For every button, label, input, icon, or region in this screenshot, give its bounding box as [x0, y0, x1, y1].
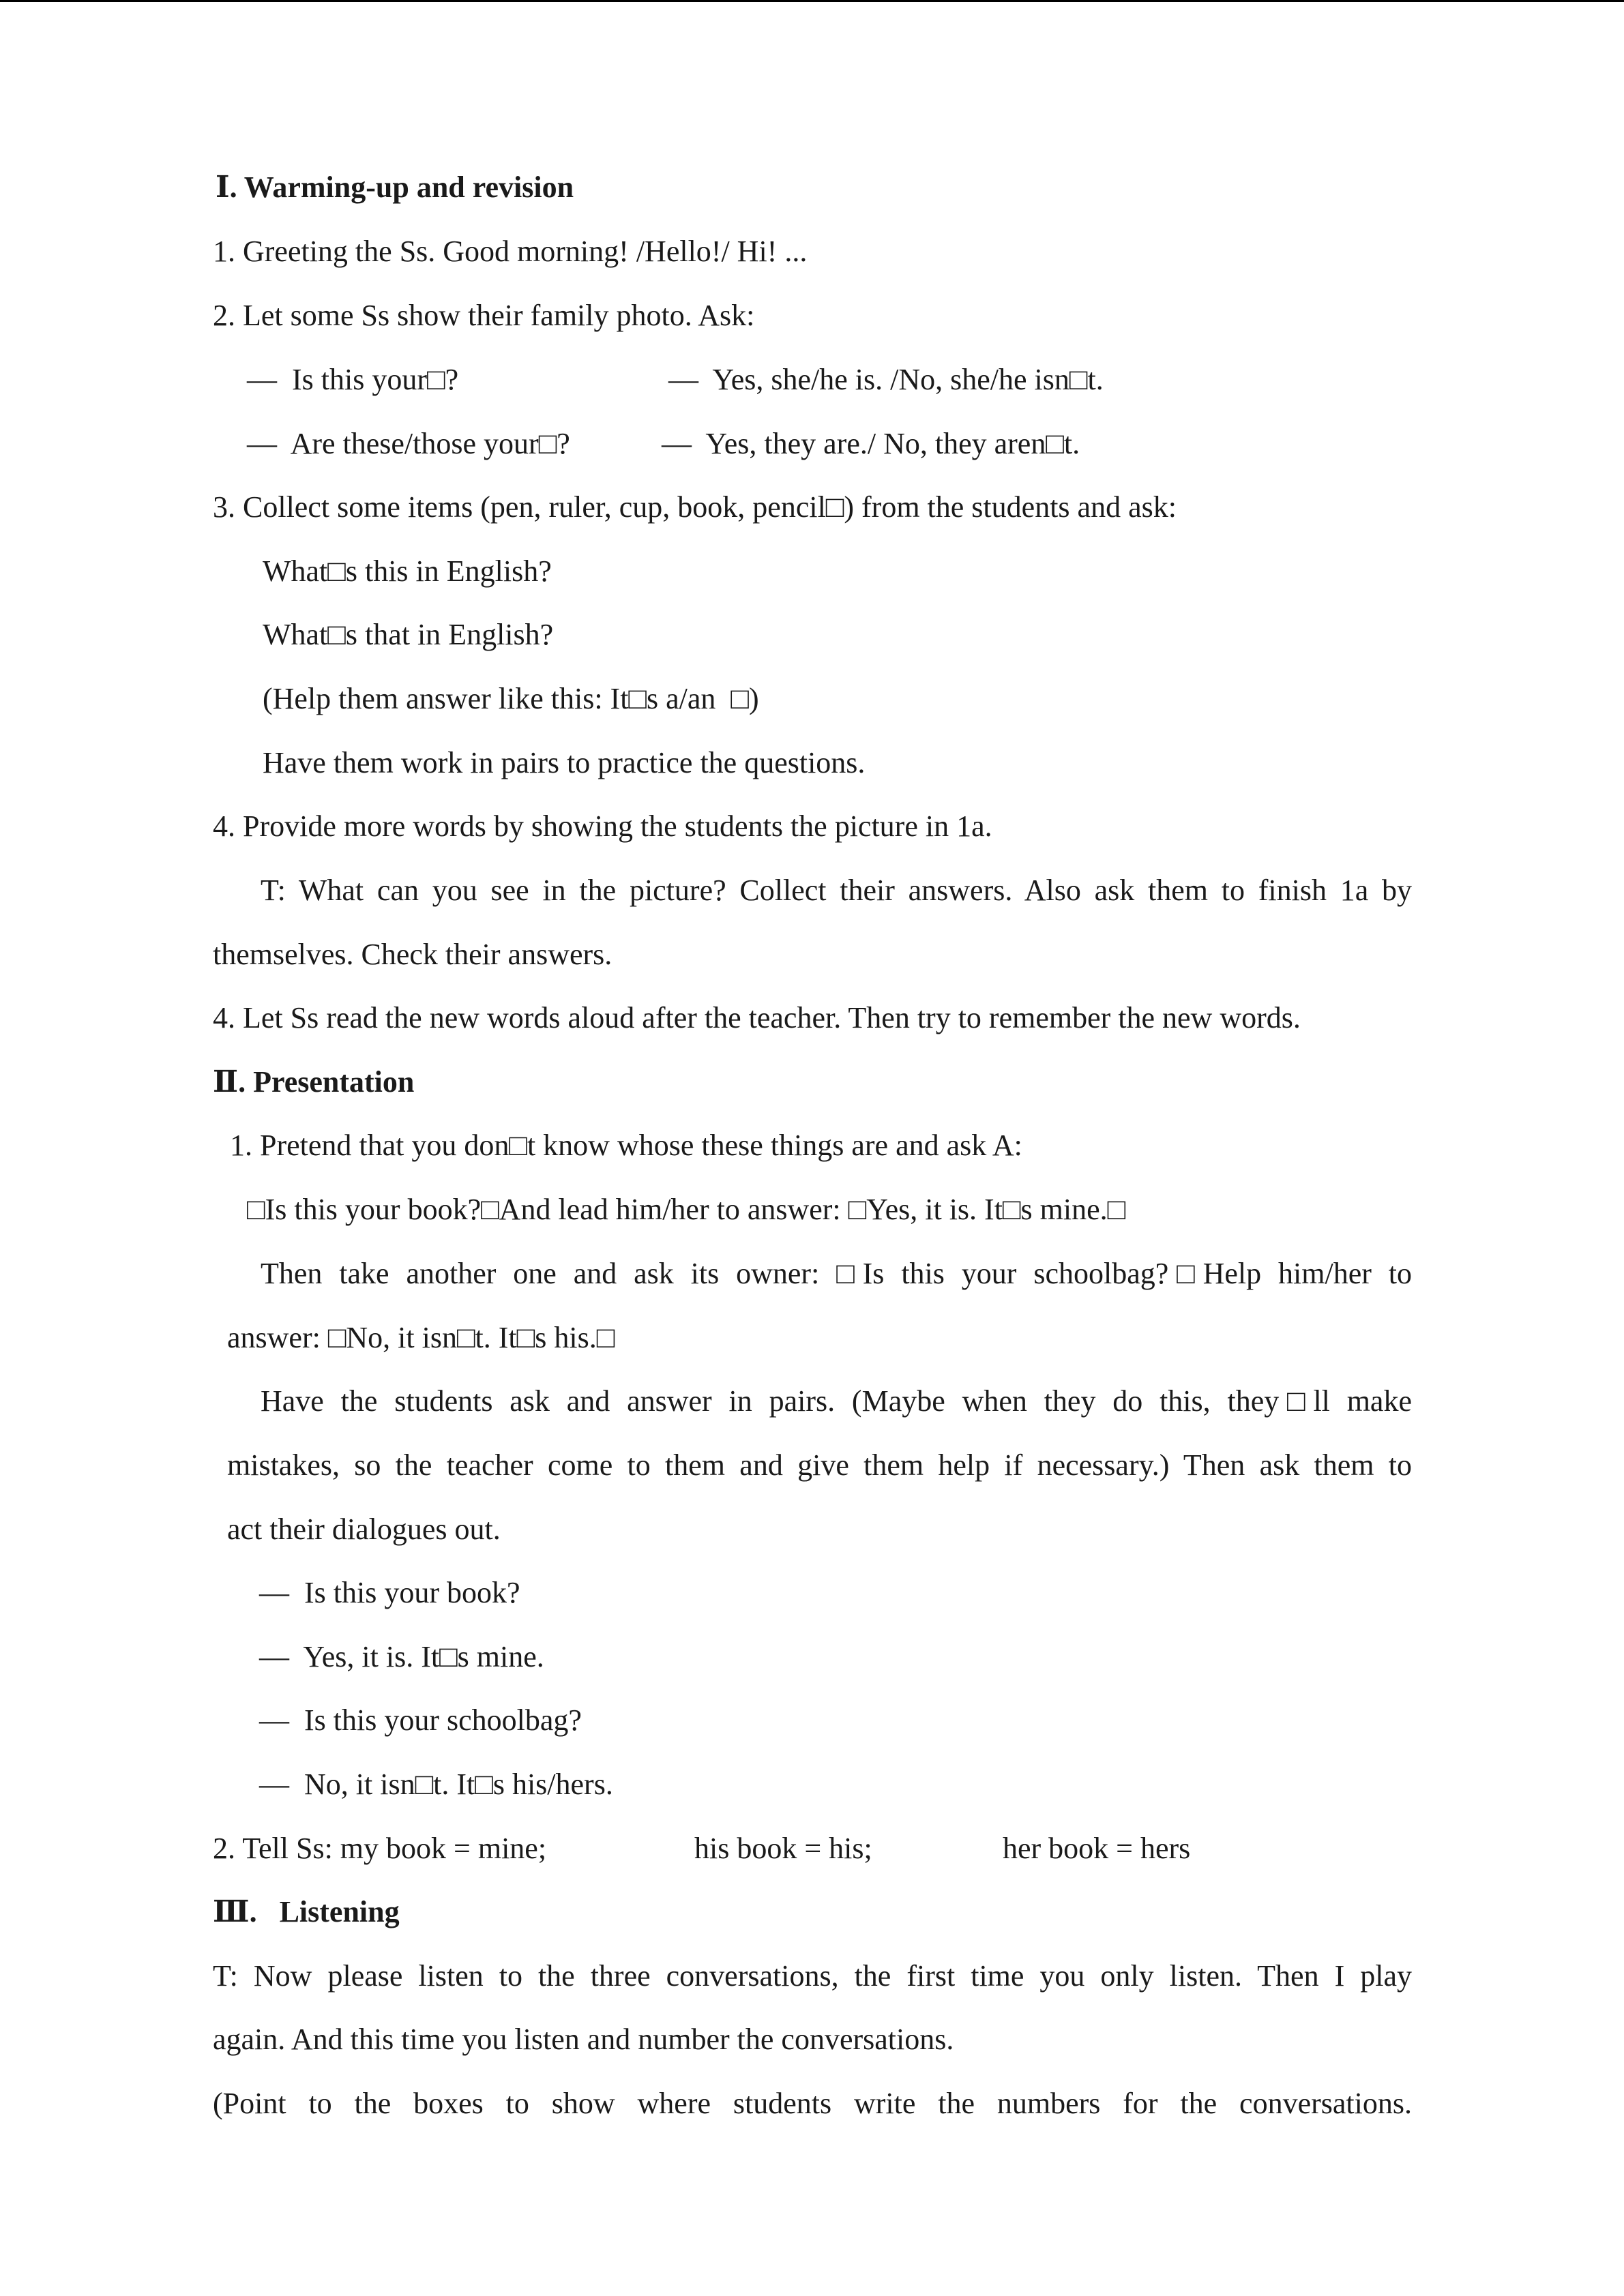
- teacher-prompt-line-1: T: What can you see in the picture? Collect their answers. Also ask them to finish 1a by: [261, 874, 1412, 907]
- section-heading-warming-up: Ⅰ. Warming-up and revision: [216, 170, 574, 204]
- warming-step-2: 2. Let some Ss show their family photo. Ask:: [213, 299, 755, 332]
- presentation-step-1: 1. Pretend that you don□t know whose these things are and ask A:: [230, 1129, 1022, 1162]
- family-answer-1: — Yes, she/he is. /No, she/he isn□t.: [668, 363, 1104, 396]
- answer-hint: (Help them answer like this: It□s a/an □): [263, 682, 759, 715]
- dialogue-line-3: — Is this your schoolbag?: [259, 1703, 582, 1737]
- family-question-1: — Is this your□?: [247, 363, 459, 396]
- listening-instruction-line-1: T: Now please listen to the three conversations, the first time you only listen. Then I play: [213, 1959, 1412, 1993]
- section-heading-listening: Ⅲ. Listening: [213, 1895, 400, 1928]
- page-top-border: [0, 0, 1624, 2]
- pair-practice-note: Have them work in pairs to practice the questions.: [263, 746, 866, 779]
- teacher-prompt-line-2: themselves. Check their answers.: [213, 938, 612, 971]
- item-question-this: What□s this in English?: [263, 554, 552, 588]
- pair-work-line-3: act their dialogues out.: [227, 1512, 501, 1546]
- pair-work-line-1: Have the students ask and answer in pairs. (Maybe when they do this, they□ll make: [261, 1384, 1412, 1418]
- section-heading-presentation: Ⅱ. Presentation: [213, 1065, 415, 1099]
- warming-step-3: 3. Collect some items (pen, ruler, cup, book, pencil□) from the students and ask:: [213, 490, 1177, 524]
- item-question-that: What□s that in English?: [263, 618, 554, 651]
- possessive-rule-his: his book = his;: [694, 1832, 872, 1865]
- presentation-instruction-line-2: answer: □No, it isn□t. It□s his.□: [227, 1321, 615, 1354]
- warming-step-5: 4. Let Ss read the new words aloud after the teacher. Then try to remember the new words.: [213, 1001, 1301, 1034]
- possessive-rule-hers: her book = hers: [1003, 1832, 1191, 1865]
- presentation-instruction-line-1: Then take another one and ask its owner: □Is this your schoolbag?□Help him/her to: [261, 1257, 1412, 1290]
- possessive-rule-mine: 2. Tell Ss: my book = mine;: [213, 1832, 547, 1865]
- pair-work-line-2: mistakes, so the teacher come to them and give them help if necessary.) Then ask them to: [227, 1448, 1412, 1482]
- dialogue-line-4: — No, it isn□t. It□s his/hers.: [259, 1768, 613, 1801]
- warming-step-1: 1. Greeting the Ss. Good morning! /Hello!/ Hi! ...: [213, 235, 808, 268]
- dialogue-line-1: — Is this your book?: [259, 1576, 520, 1609]
- listening-instruction-line-3: (Point to the boxes to show where students write the numbers for the conversations.: [213, 2087, 1412, 2120]
- family-answer-2: — Yes, they are./ No, they aren□t.: [662, 427, 1080, 460]
- presentation-model-dialogue: □Is this your book?□And lead him/her to answer: □Yes, it is. It□s mine.□: [247, 1193, 1126, 1226]
- listening-instruction-line-2: again. And this time you listen and number the conversations.: [213, 2023, 954, 2056]
- warming-step-4: 4. Provide more words by showing the students the picture in 1a.: [213, 809, 992, 843]
- family-question-2: — Are these/those your□?: [247, 427, 570, 460]
- dialogue-line-2: — Yes, it is. It□s mine.: [259, 1640, 544, 1673]
